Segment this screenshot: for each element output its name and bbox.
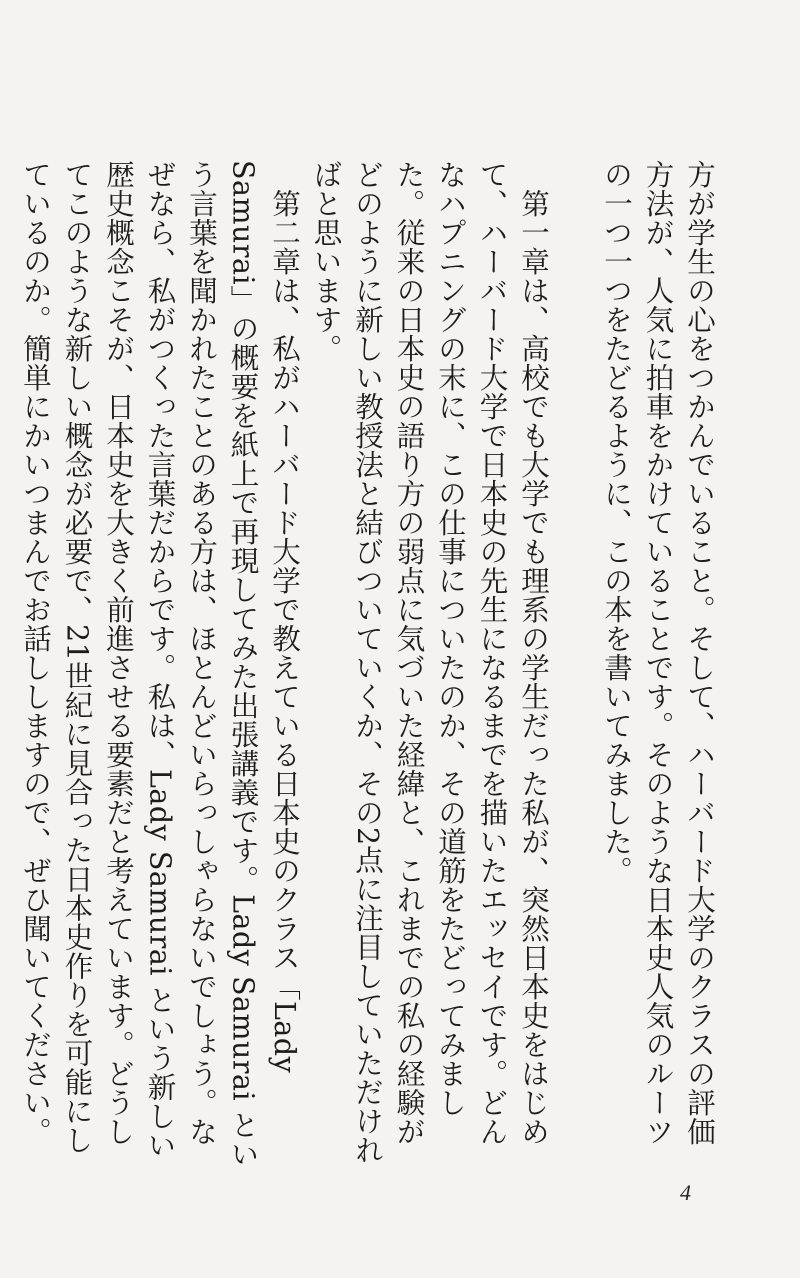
page-number: 4 xyxy=(680,1180,691,1205)
paragraph-spacer xyxy=(554,160,596,1170)
vertical-text-block xyxy=(15,160,721,1170)
paragraph-chapter-one: 第一章は、高校でも大学でも理系の学生だった私が、突然日本史をはじめて、ハーバード大学で日本史の先生になるまでを描いたエッセイです。どんなハプニングの末に、この仕事についたのか、その道筋をたどってみました。従来の日本史の語り方の弱点に気づいた経緯と、これまでの私の経験がどのように新しい教授法と結びついていくか、その2点に注目していただければと思います。 xyxy=(309,160,550,1165)
paragraph-continued: 方が学生の心をつかんでいること。そして、ハーバード大学のクラスの評価方法が、人気に拍車をかけていることです。そのような日本史人気のルーツの一つ一つをたどるように、この本を書いてみました。 xyxy=(600,160,716,1146)
paragraph-chapter-two: 第二章は、私がハーバード大学で教えている日本史のクラス「Lady Samurai」の概要を紙上で再現してみた出張講義です。Lady Samurai という言葉を聞かれたことのある方は、ほとんどいらっしゃらないでしょう。なぜなら、私がつくった言葉だからです。私は、Lady Samurai という新しい歴史概念こそが、日本史を大きく前進させる要素だと考えています。どうしてこのような新しい概念が必要で、21世紀に見合った日本史作りを可能にしているのか。簡単にかいつまんでお話ししますので、ぜひ聞いてください。 xyxy=(19,160,301,1169)
